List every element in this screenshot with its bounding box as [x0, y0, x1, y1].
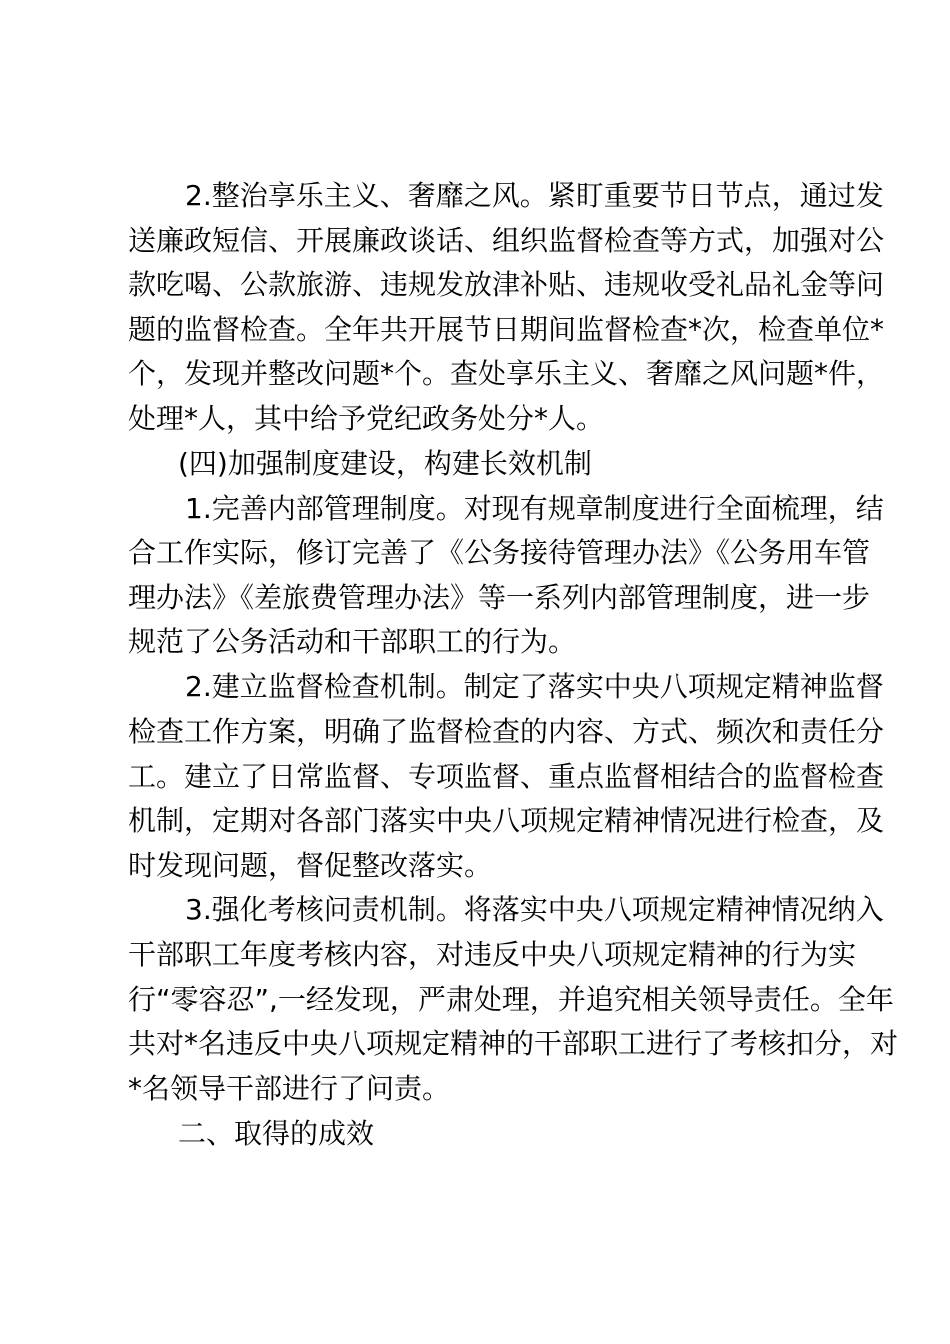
paragraph-line: 规范了公务活动和干部职工的行为。: [128, 625, 577, 658]
paragraph-line: 3.强化考核问责机制。将落实中央八项规定精神情况纳入: [185, 893, 884, 926]
paragraph-line: 处理*人，其中给予党纪政务处分*人。: [128, 402, 605, 435]
paragraph-line: 时发现问题，督促整改落实。: [128, 849, 493, 882]
paragraph-line: 共对*名违反中央八项规定精神的干部职工进行了考核扣分，对: [128, 1027, 899, 1060]
section-heading: (四)加强制度建设，构建长效机制: [178, 447, 592, 480]
paragraph-line: 干部职工年度考核内容，对违反中央八项规定精神的行为实: [128, 938, 857, 971]
paragraph-line: 2.整治享乐主义、奢靡之风。紧盯重要节日节点，通过发: [185, 179, 884, 212]
section-heading: 二、取得的成效: [178, 1117, 375, 1150]
paragraph-line: 款吃喝、公款旅游、违规发放津补贴、违规收受礼品礼金等问: [128, 268, 885, 301]
paragraph-line: 送廉政短信、开展廉政谈话、组织监督检查等方式，加强对公: [128, 224, 885, 257]
paragraph-line: 合工作实际，修订完善了《公务接待管理办法》《公务用车管: [128, 536, 871, 569]
paragraph-line: 理办法》《差旅费管理办法》等一系列内部管理制度，进一步: [128, 581, 871, 614]
paragraph-line: 行“零容忍”,一经发现，严肃处理，并追究相关领导责任。全年: [128, 983, 894, 1016]
paragraph-line: 机制，定期对各部门落实中央八项规定精神情况进行检查，及: [128, 804, 885, 837]
paragraph-line: 题的监督检查。全年共开展节日期间监督检查*次，检查单位*: [128, 313, 885, 346]
paragraph-line: 1.完善内部管理制度。对现有规章制度进行全面梳理，结: [185, 492, 884, 525]
paragraph-line: 检查工作方案，明确了监督检查的内容、方式、频次和责任分: [128, 715, 885, 748]
paragraph-line: *名领导干部进行了问责。: [128, 1072, 451, 1105]
paragraph-line: 个，发现并整改问题*个。查处享乐主义、奢靡之风问题*件，: [128, 357, 885, 390]
paragraph-line: 工。建立了日常监督、专项监督、重点监督相结合的监督检查: [128, 760, 885, 793]
paragraph-line: 2.建立监督检查机制。制定了落实中央八项规定精神监督: [185, 670, 884, 703]
